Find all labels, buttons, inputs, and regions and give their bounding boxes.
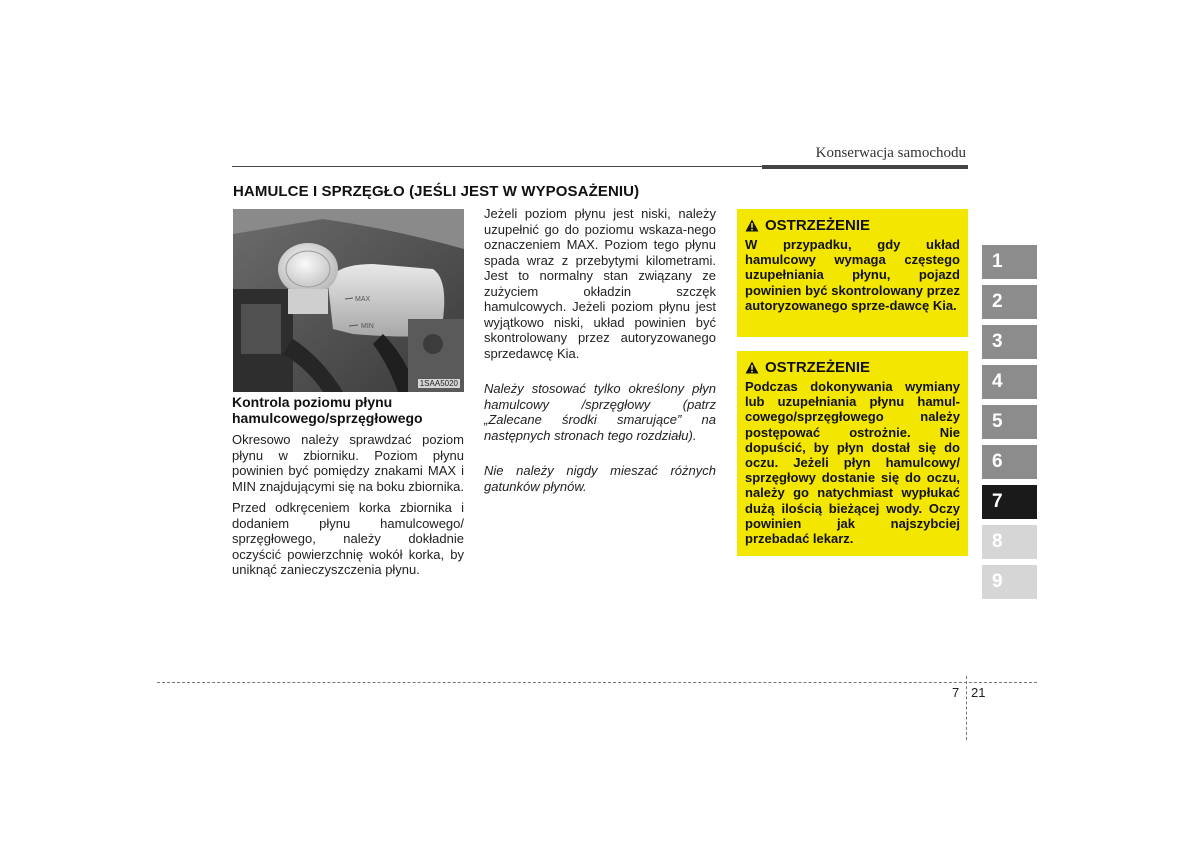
chapter-tab-8[interactable]: 8 xyxy=(982,525,1037,559)
subsection-heading: Kontrola poziomu płynu hamulcowego/sprzęgłowego xyxy=(232,394,423,426)
warning-header xyxy=(745,217,960,234)
paragraph: Przed odkręceniem korka zbiornika i dodaniem płynu hamulcowego/ sprzęgłowego, należy dokładnie oczyścić powierzchnię wokół korka, by uniknąć zanieczyszczenia płynu. xyxy=(232,500,464,577)
page-section-number: 7 xyxy=(952,685,960,700)
left-column xyxy=(232,394,464,584)
running-header: Konserwacja samochodu xyxy=(815,145,966,161)
italic-note: Należy stosować tylko określony płyn hamulcowy /sprzęgłowy (patrz „Zalecane środki smarujące” na następnych stronach tego rozdziału). xyxy=(484,381,716,443)
warning-box xyxy=(737,351,968,556)
paragraph: Jeżeli poziom płynu jest niski, należy uzupełnić go do poziomu wskaza-nego oznaczeniem MAX. Poziom tego płynu spada wraz z przebytymi kilometrami. Jest to normalny stan związany ze zużyciem okładzin szczęk hamulcowych. Jeżeli poziom płynu jest wyjątkowo niski, układ powinien być skontrolowany przez autoryzowanego sprzedawcę Kia. xyxy=(484,206,716,361)
warning-title: OSTRZEŻENIE xyxy=(765,359,871,376)
chapter-tab-4[interactable]: 4 xyxy=(982,365,1037,399)
middle-column xyxy=(484,206,716,514)
warning-triangle-icon xyxy=(745,361,759,374)
paragraph: Okresowo należy sprawdzać poziom płynu w zbiorniku. Poziom płynu powinien być pomiędzy znakami MAX i MIN znajdującymi się na boku zbiornika. xyxy=(232,432,464,494)
footer-divider xyxy=(966,676,967,740)
footer-rule xyxy=(157,682,1037,683)
page-number: 21 xyxy=(971,685,986,700)
warning-text: W przypadku, gdy układ hamulcowy wymaga częstego uzupełniania płynu, pojazd powinien być skontrolowany przez autoryzowanego sprze-dawcę Kia. xyxy=(745,237,960,313)
chapter-tab-6[interactable]: 6 xyxy=(982,445,1037,479)
photo-code: 1SAA5020 xyxy=(419,379,458,388)
warning-triangle-icon xyxy=(745,219,759,232)
warning-title: OSTRZEŻENIE xyxy=(765,217,871,234)
chapter-tabs xyxy=(982,245,1037,605)
header-rule-accent xyxy=(762,165,968,169)
section-title: HAMULCE I SPRZĘGŁO (JEŚLI JEST W WYPOSAŻENIU) xyxy=(233,183,640,200)
chapter-tab-3[interactable]: 3 xyxy=(982,325,1037,359)
chapter-tab-1[interactable]: 1 xyxy=(982,245,1037,279)
chapter-tab-9[interactable]: 9 xyxy=(982,565,1037,599)
warning-header xyxy=(745,359,960,376)
chapter-tab-5[interactable]: 5 xyxy=(982,405,1037,439)
warning-text: Podczas dokonywania wymiany lub uzupełniania płynu hamul-cowego/sprzęgłowego należy postępować ostrożnie. Nie dopuścić, by płyn dostał się do oczu. Jeżeli płyn hamulcowy/ sprzęgłowy dostanie się do oczu, należy go natychmiast wypłukać dużą ilością bieżącej wody. Oczy powinien jak najszybciej przebadać lekarz. xyxy=(745,379,960,547)
chapter-tab-7[interactable]: 7 xyxy=(982,485,1037,519)
chapter-tab-2[interactable]: 2 xyxy=(982,285,1037,319)
italic-note: Nie należy nigdy mieszać różnych gatunków płynów. xyxy=(484,463,716,494)
max-mark: MAX xyxy=(355,296,371,303)
reservoir-illustration xyxy=(233,209,464,392)
brake-fluid-reservoir-photo xyxy=(233,209,464,392)
warning-box xyxy=(737,209,968,337)
min-mark: MIN xyxy=(361,323,374,330)
